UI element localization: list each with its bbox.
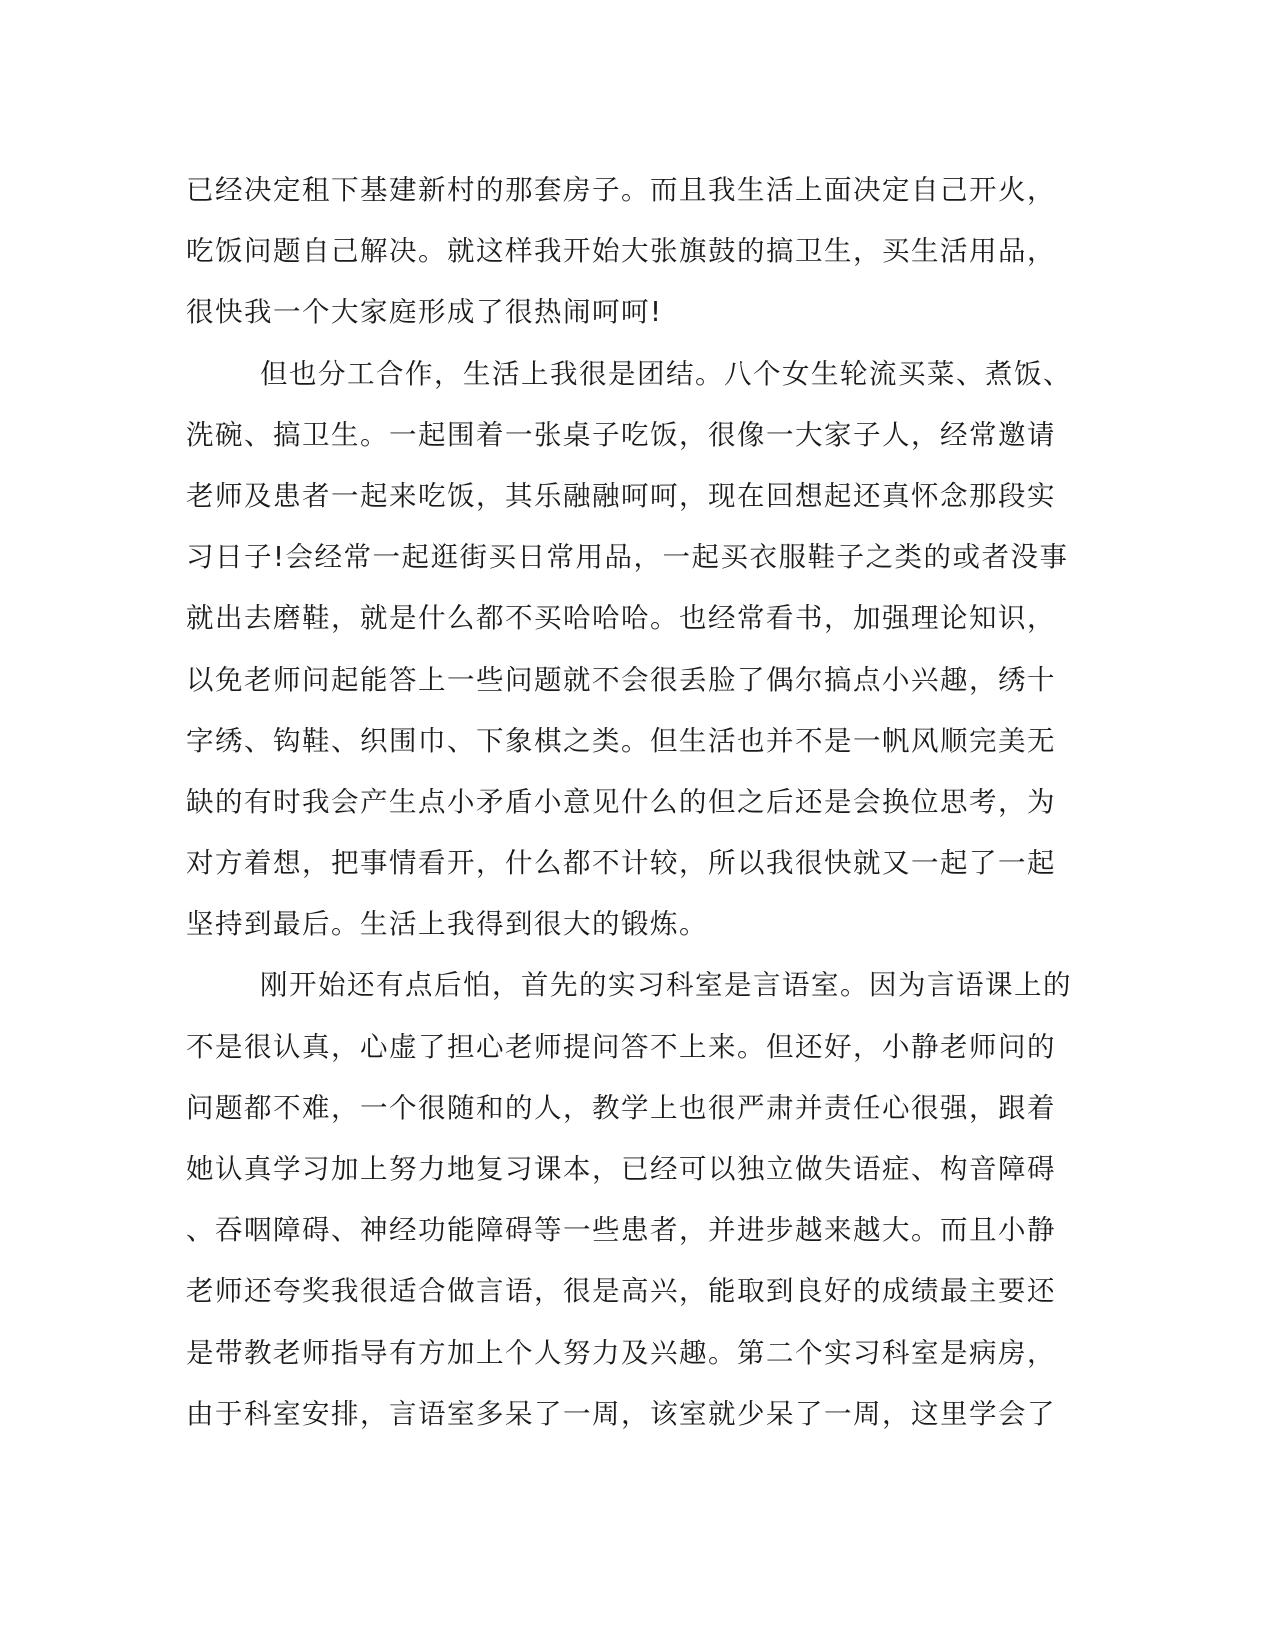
text-line-18: 、吞咽障碍、神经功能障碍等一些患者，并进步越来越大。而且小静: [186, 1214, 1056, 1247]
text-line-8: 就出去磨鞋，就是什么都不买哈哈哈。也经常看书，加强理论知识，: [186, 602, 1056, 635]
text-line-12: 对方着想，把事情看开，什么都不计较，所以我很快就又一起了一起: [186, 847, 1056, 880]
text-line-17: 她认真学习加上努力地复习课本，已经可以独立做失语症、构音障碍: [186, 1153, 1056, 1185]
text-line-14: 刚开始还有点后怕，首先的实习科室是言语室。因为言语课上的: [260, 969, 1072, 1002]
text-line-6: 老师及患者一起来吃饭，其乐融融呵呵，现在回想起还真怀念那段实: [186, 479, 1056, 512]
text-line-15: 不是很认真，心虚了担心老师提问答不上来。但还好，小静老师问的: [186, 1030, 1056, 1063]
text-line-19: 老师还夸奖我很适合做言语，很是高兴，能取到良好的成绩最主要还: [186, 1275, 1056, 1308]
text-line-10: 字绣、钩鞋、织围巾、下象棋之类。但生活也并不是一帆风顺完美无: [186, 724, 1056, 757]
text-line-16: 问题都不难，一个很随和的人，教学上也很严肃并责任心很强，跟着: [186, 1091, 1056, 1124]
text-line-21: 由于科室安排，言语室多呆了一周，该室就少呆了一周，这里学会了: [186, 1397, 1056, 1430]
text-line-11: 缺的有时我会产生点小矛盾小意见什么的但之后还是会换位思考，为: [186, 785, 1056, 818]
text-line-7: 习日子!会经常一起逛街买日常用品，一起买衣服鞋子之类的或者没事: [186, 541, 1069, 574]
text-line-13: 坚持到最后。生活上我得到很大的锻炼。: [186, 908, 708, 941]
text-line-4: 但也分工合作，生活上我很是团结。八个女生轮流买菜、煮饭、: [260, 357, 1072, 390]
text-line-2: 吃饭问题自己解决。就这样我开始大张旗鼓的搞卫生，买生活用品，: [186, 235, 1056, 268]
body-text: [186, 160, 1072, 1445]
text-line-1: 已经决定租下基建新村的那套房子。而且我生活上面决定自己开火，: [186, 174, 1056, 206]
text-line-9: 以免老师问起能答上一些问题就不会很丢脸了偶尔搞点小兴趣，绣十: [186, 663, 1056, 696]
text-line-3: 很快我一个大家庭形成了很热闹呵呵!: [186, 296, 663, 329]
text-line-5: 洗碗、搞卫生。一起围着一张桌子吃饭，很像一大家子人，经常邀请: [186, 418, 1056, 451]
text-line-20: 是带教老师指导有方加上个人努力及兴趣。第二个实习科室是病房，: [186, 1336, 1056, 1369]
